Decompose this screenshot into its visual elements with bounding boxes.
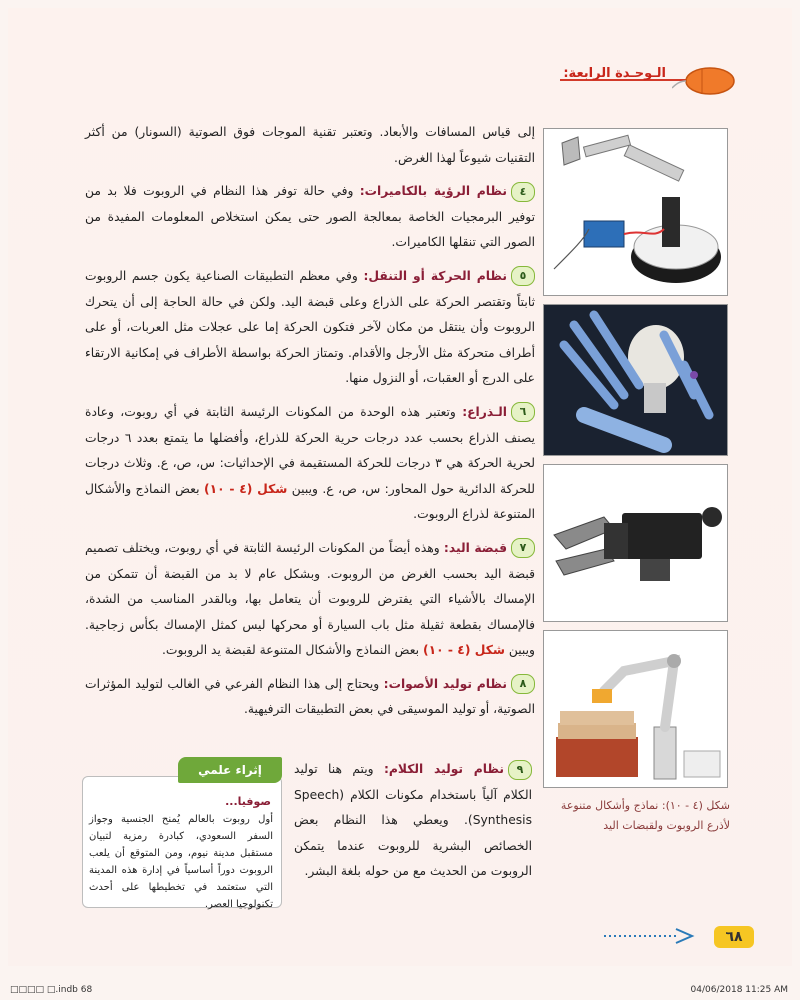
enrichment-body: أول روبوت بالعالم يُمنح الجنسية وجواز السفر السعودي، كبادرة رمزية لتبيان مستقبل مدينة نيوم، ومن المتوقع أن يلعب الروبوت دوراً أساسياً في إدارة هذه المدينة التي ستعتمد في تخطيطها على أحدث تكنولوجيا العصر.: [89, 814, 273, 910]
robot-arm-image: [543, 128, 728, 296]
paragraph-intro-text: إلى قياس المسافات والأبعاد. وتعتبر تقنية الموجات فوق الصوتية (السونار) من أكثر التقنيات شيوعاً لهذا الغرض.: [85, 125, 535, 165]
figure-caption: شكل (٤ - ١٠): نماذج وأشكال متنوعة لأذرع الروبوت ولقبضات اليد: [560, 799, 730, 832]
footer-date: 04/06/2018 11:25 AM: [690, 985, 788, 995]
industrial-robot-image: [543, 630, 728, 788]
print-footer: [0, 982, 800, 1000]
main-text-column: [85, 120, 535, 731]
item-heading: نظام الحركة أو التنقل:: [363, 268, 507, 283]
paragraph-motion: [85, 264, 535, 392]
item-heading: الـذراع:: [462, 404, 507, 419]
item-text: وفي حالة توفر هذا النظام في الروبوت فلا بد من توفير البرمجيات الخاصة بمعالجة الصور حتى يمكن استخلاص المعلومات المفيدة من الصور التي تنقلها الكاميرات.: [85, 184, 535, 250]
footer-file: □□□□ □.indb 68: [10, 985, 93, 995]
figure-reference: شكل (٤ - ١٠): [422, 643, 505, 658]
item-text: وفي معظم التطبيقات الصناعية يكون جسم الروبوت ثابتاً وتقتصر الحركة على الذراع وعلى قبضة اليد. ولكن في حالة الحاجة إلى أن يتحرك الروبوت وأن ينتقل من مكان لآخر فتكون الحركة إما على عجلات مثل العربات، أو على أطراف متحركة مثل الأرجل والأقدام. وتمتاز الحركة بواسطة الأطراف في إمكانية الارتقاء على الدرج أو العقبات، أو النزول منها.: [85, 268, 535, 386]
item-text-tail: بعض النماذج والأشكال المتنوعة لقبضة يد الروبوت.: [161, 643, 423, 658]
item-heading: نظام الرؤية بالكاميرات:: [359, 184, 507, 199]
item-number-badge: ٨: [511, 674, 535, 694]
next-page-arrow-icon: [600, 926, 700, 946]
unit-header: [560, 64, 736, 90]
enrichment-tab-label: إثراء علمي: [198, 763, 262, 777]
item-number-badge: ٤: [511, 182, 535, 202]
figure-reference: شكل (٤ - ١٠): [203, 481, 288, 496]
page-number: ٦٨: [714, 926, 754, 948]
enrichment-title: صوفيا...: [225, 795, 271, 808]
item-heading: نظام توليد الكلام:: [383, 762, 504, 776]
paragraph-gripper: [85, 536, 535, 664]
paragraph-arm: [85, 400, 535, 528]
robot-hand-bulb-image: [543, 304, 728, 456]
paragraph-sound: [85, 672, 535, 723]
paragraph-speech: [294, 757, 532, 885]
item-number-badge: ٩: [508, 760, 532, 780]
paragraph-camera-vision: [85, 179, 535, 256]
computer-mouse-icon: [672, 64, 736, 98]
enrichment-tab: [178, 757, 282, 783]
item-text: وتعتبر هذه الوحدة من المكونات الرئيسة الثابتة في أي روبوت، وعادة يصنف الذراع بحسب عدد درجات حرية الحركة للذراع، وأفضلها ما يتمتع بعدد ٦ درجات لحرية الحركة هي ٣ درجات للحركة المستقيمة في الإحداثيات: س، ص، ع. وثلاث درجات للحركة الدائرية حول المحاور: س، ص، ع. ويبين: [85, 404, 536, 496]
item-number-badge: ٧: [511, 538, 535, 558]
item-text: ويحتاج إلى هذا النظام الفرعي في الغالب لتوليد المؤثرات الصوتية، أو توليد الموسيقى في بعض التطبيقات الترفيهية.: [85, 676, 535, 717]
item-text: ويتم هنا توليد الكلام آلياً باستخدام مكونات الكلام (Speech Synthesis). ويعطي هذا النظام بعض الخصائص البشرية للروبوت عندما يتمكن الروبوت من الحديث مع من حوله بلغة البشر.: [294, 762, 532, 879]
item-number-badge: ٥: [511, 266, 535, 286]
paragraph-intro: [85, 120, 535, 171]
enrichment-box: [82, 776, 282, 908]
item-text: وهذه أيضاً من المكونات الرئيسة الثابتة في أي روبوت، ويختلف تصميم قبضة اليد بحسب الغرض من الروبوت. وبشكل عام لا بد من القبضة أن تتمكن من الإمساك بالأشياء التي يفترض للروبوت أن يتعامل بها، وبالقدر المناسب من الشدة، فالإمساك بقطعة ثقيلة مثل باب السيارة أو محركها ليس كمثل الإمساك بكأس زجاجية. ويبين: [85, 540, 535, 658]
item-heading: قبضة اليد:: [443, 540, 507, 555]
servo-gripper-image: [543, 464, 728, 622]
item-text-tail: بعض النماذج والأشكال المتنوعة لذراع الروبوت.: [85, 481, 535, 522]
item-number-badge: ٦: [511, 402, 535, 422]
item-heading: نظام توليد الأصوات:: [383, 676, 508, 691]
unit-title: الـوحـدة الرابعة:: [563, 66, 666, 81]
